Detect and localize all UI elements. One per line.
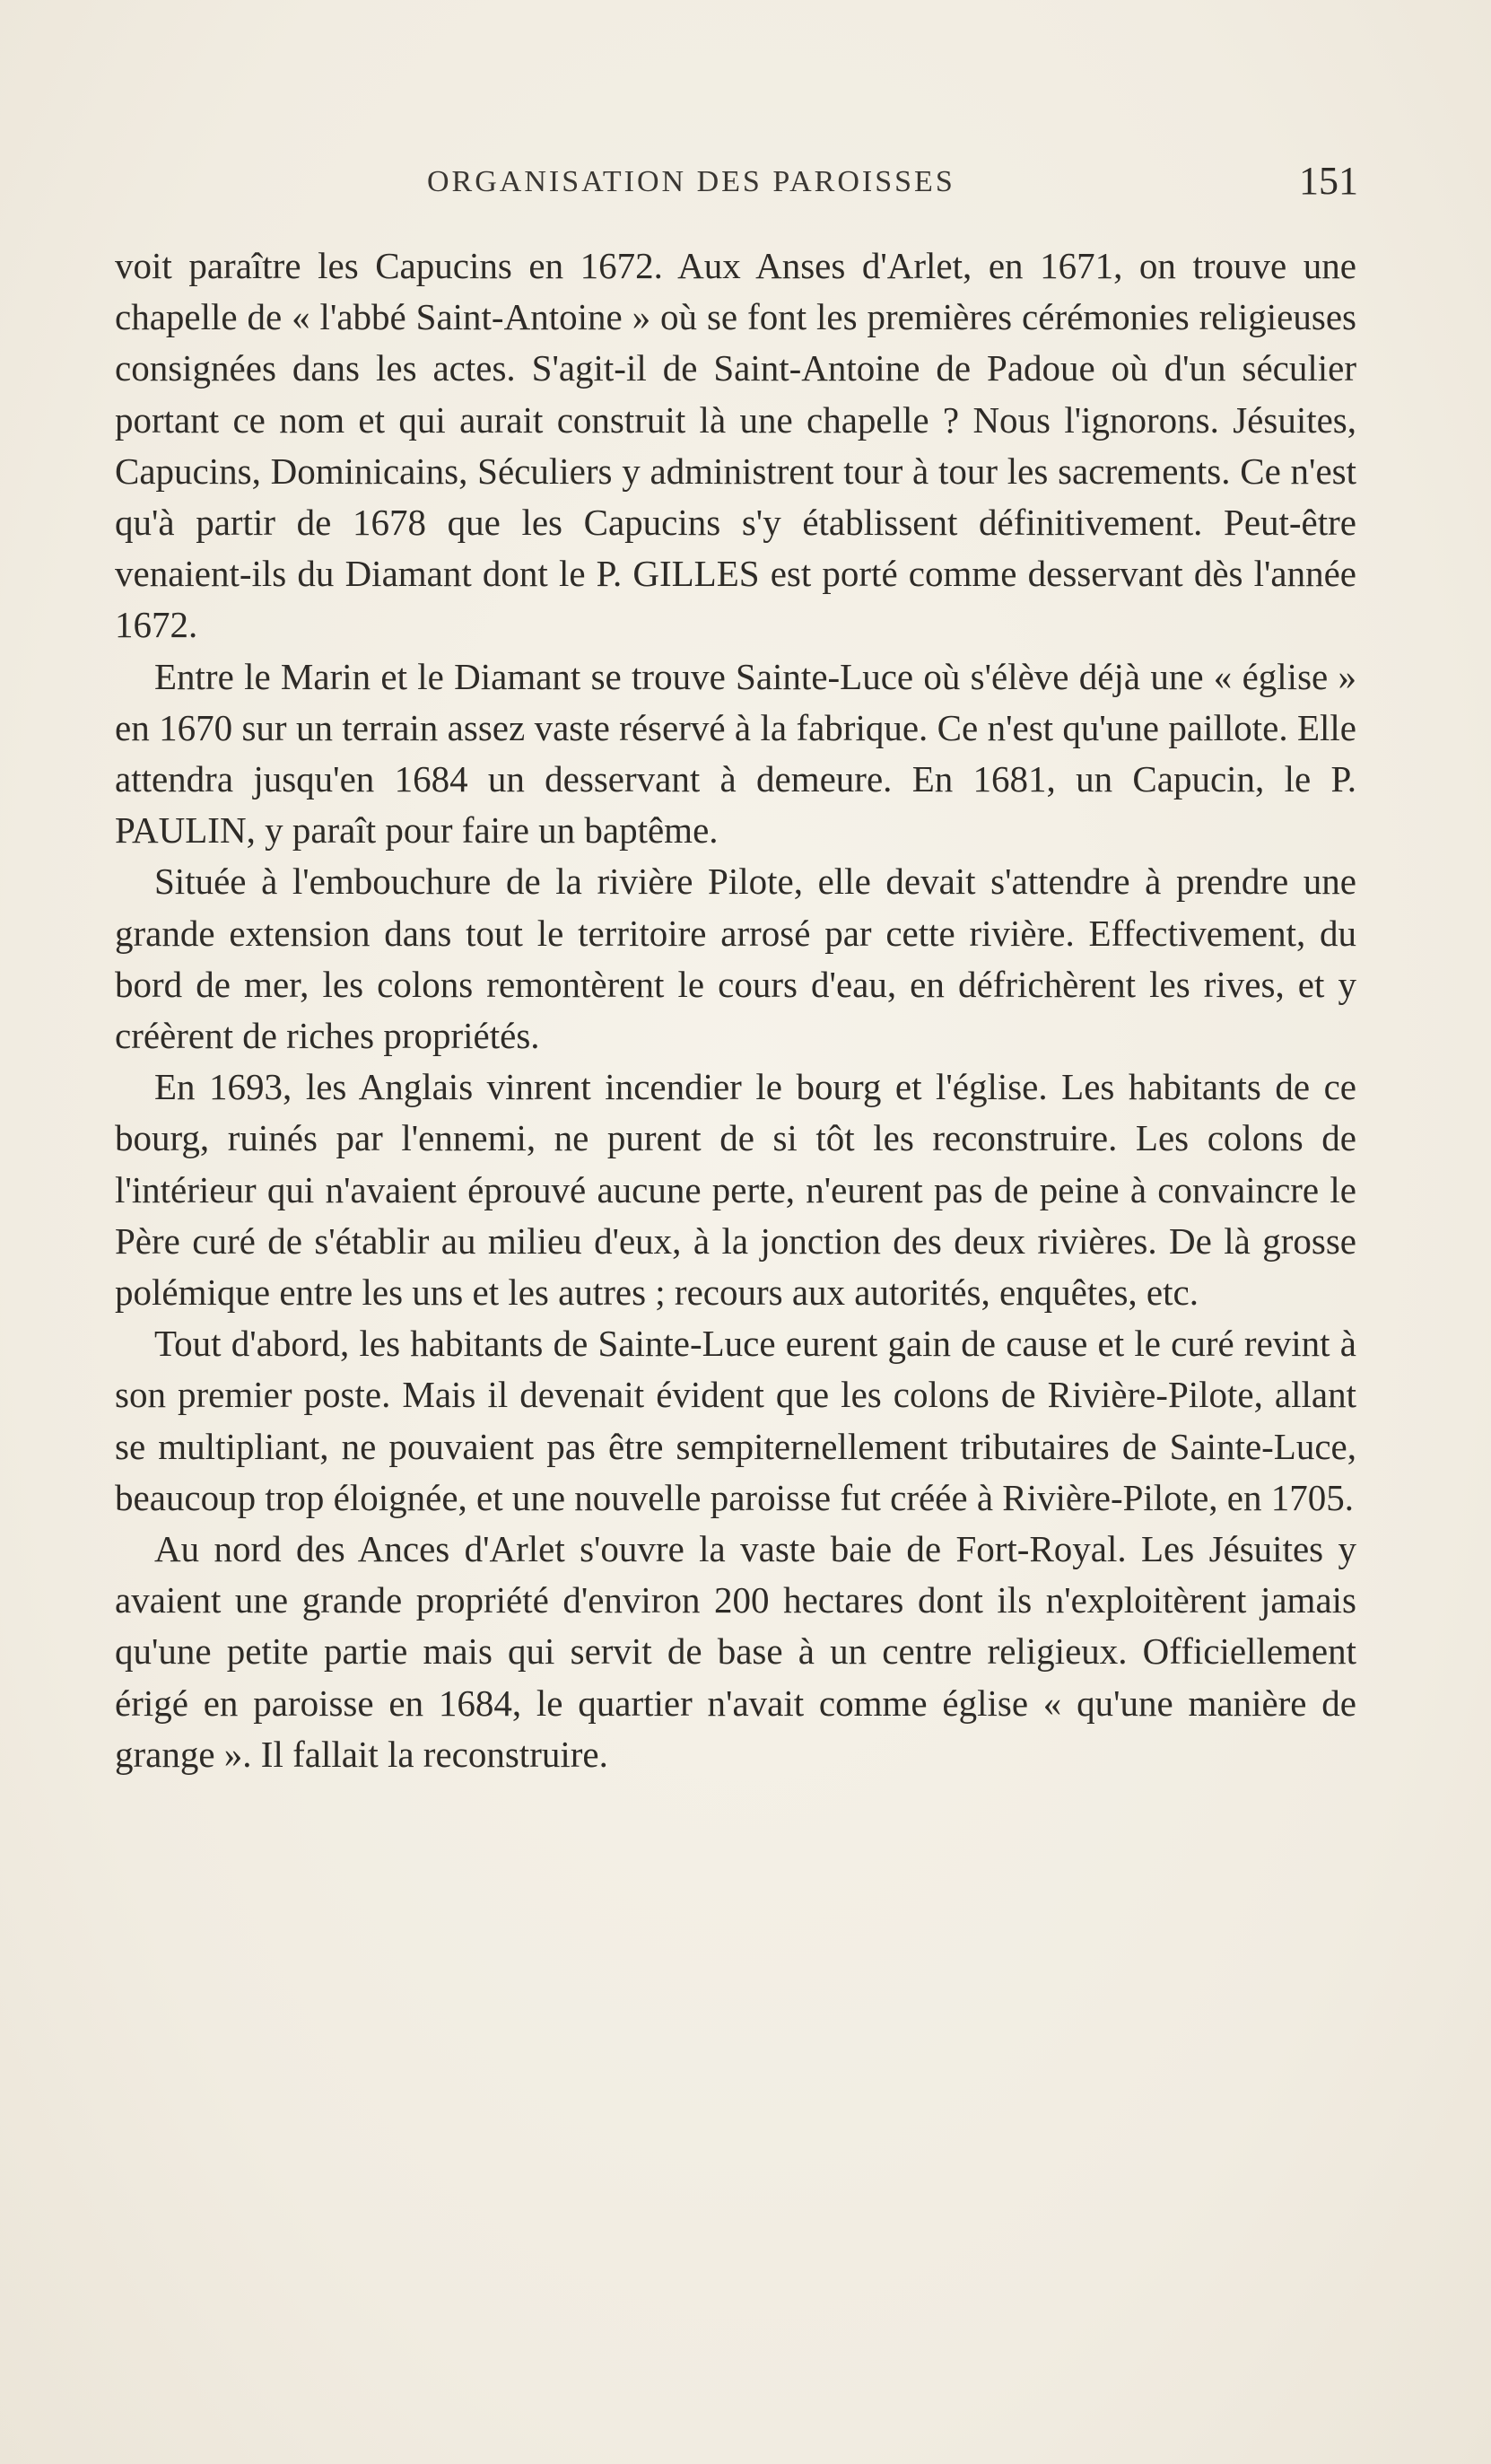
paragraph: Au nord des Ances d'Arlet s'ouvre la vaste baie de Fort-Royal. Les Jésuites y avaient une grande propriété d'environ 200 hectares dont ils n'exploitèrent jamais qu'une petite partie mais qui servit de base à un centre religieux. Officiellement érigé en paroisse en 1684, le quartier n'avait comme église « qu'une manière de grange ». Il fallait la reconstruire. <box>115 1528 1356 1775</box>
paragraph: voit paraître les Capucins en 1672. Aux Anses d'Arlet, en 1671, on trouve une chapelle de « l'abbé Saint-Antoine » où se font les premières cérémonies religieuses consignées dans les actes. S'agit-il de Saint-Antoine de Padoue où d'un séculier portant ce nom et qui aurait construit là une chapelle ? Nous l'ignorons. Jésuites, Capucins, Dominicains, Séculiers y administrent tour à tour les sacrements. Ce n'est qu'à partir de 1678 que les Capucins s'y établissent définitivement. Peut-être venaient-ils du Diamant dont le P. GILLES est porté comme desservant dès l'année 1672. <box>115 245 1356 646</box>
running-title: ORGANISATION DES PAROISSES <box>427 165 955 198</box>
paragraph: Tout d'abord, les habitants de Sainte-Luce eurent gain de cause et le curé revint à son premier poste. Mais il devenait évident que les colons de Rivière-Pilote, allant se multipliant, ne pouvaient pas être sempiternellement tributaires de Sainte-Luce, beaucoup trop éloignée, et une nouvelle paroisse fut créée à Rivière-Pilote, en 1705. <box>115 1323 1356 1518</box>
paragraph: Entre le Marin et le Diamant se trouve Sainte-Luce où s'élève déjà une « église » en 1670 sur un terrain assez vaste réservé à la fabrique. Ce n'est qu'une paillote. Elle attendra jusqu'en 1684 un desservant à demeure. En 1681, un Capucin, le P. PAULIN, y paraît pour faire un baptême. <box>115 655 1356 852</box>
paragraph: Située à l'embouchure de la rivière Pilote, elle devait s'attendre à prendre une grande extension dans tout le territoire arrosé par cette rivière. Effectivement, du bord de mer, les colons remontèrent le cours d'eau, en défrichèrent les rives, et y créèrent de riches propriétés. <box>115 861 1356 1057</box>
paragraph: En 1693, les Anglais vinrent incendier le bourg et l'église. Les habitants de ce bourg, ruinés par l'ennemi, ne purent de si tôt les reconstruire. Les colons de l'intérieur qui n'avaient éprouvé aucune perte, n'eurent pas de peine à convaincre le Père curé de s'établir au milieu d'eux, à la jonction des deux rivières. De là grosse polémique entre les uns et les autres ; recours aux autorités, enquêtes, etc. <box>115 1066 1356 1314</box>
body-text <box>115 240 1356 1780</box>
page-number: 151 <box>1299 159 1358 203</box>
